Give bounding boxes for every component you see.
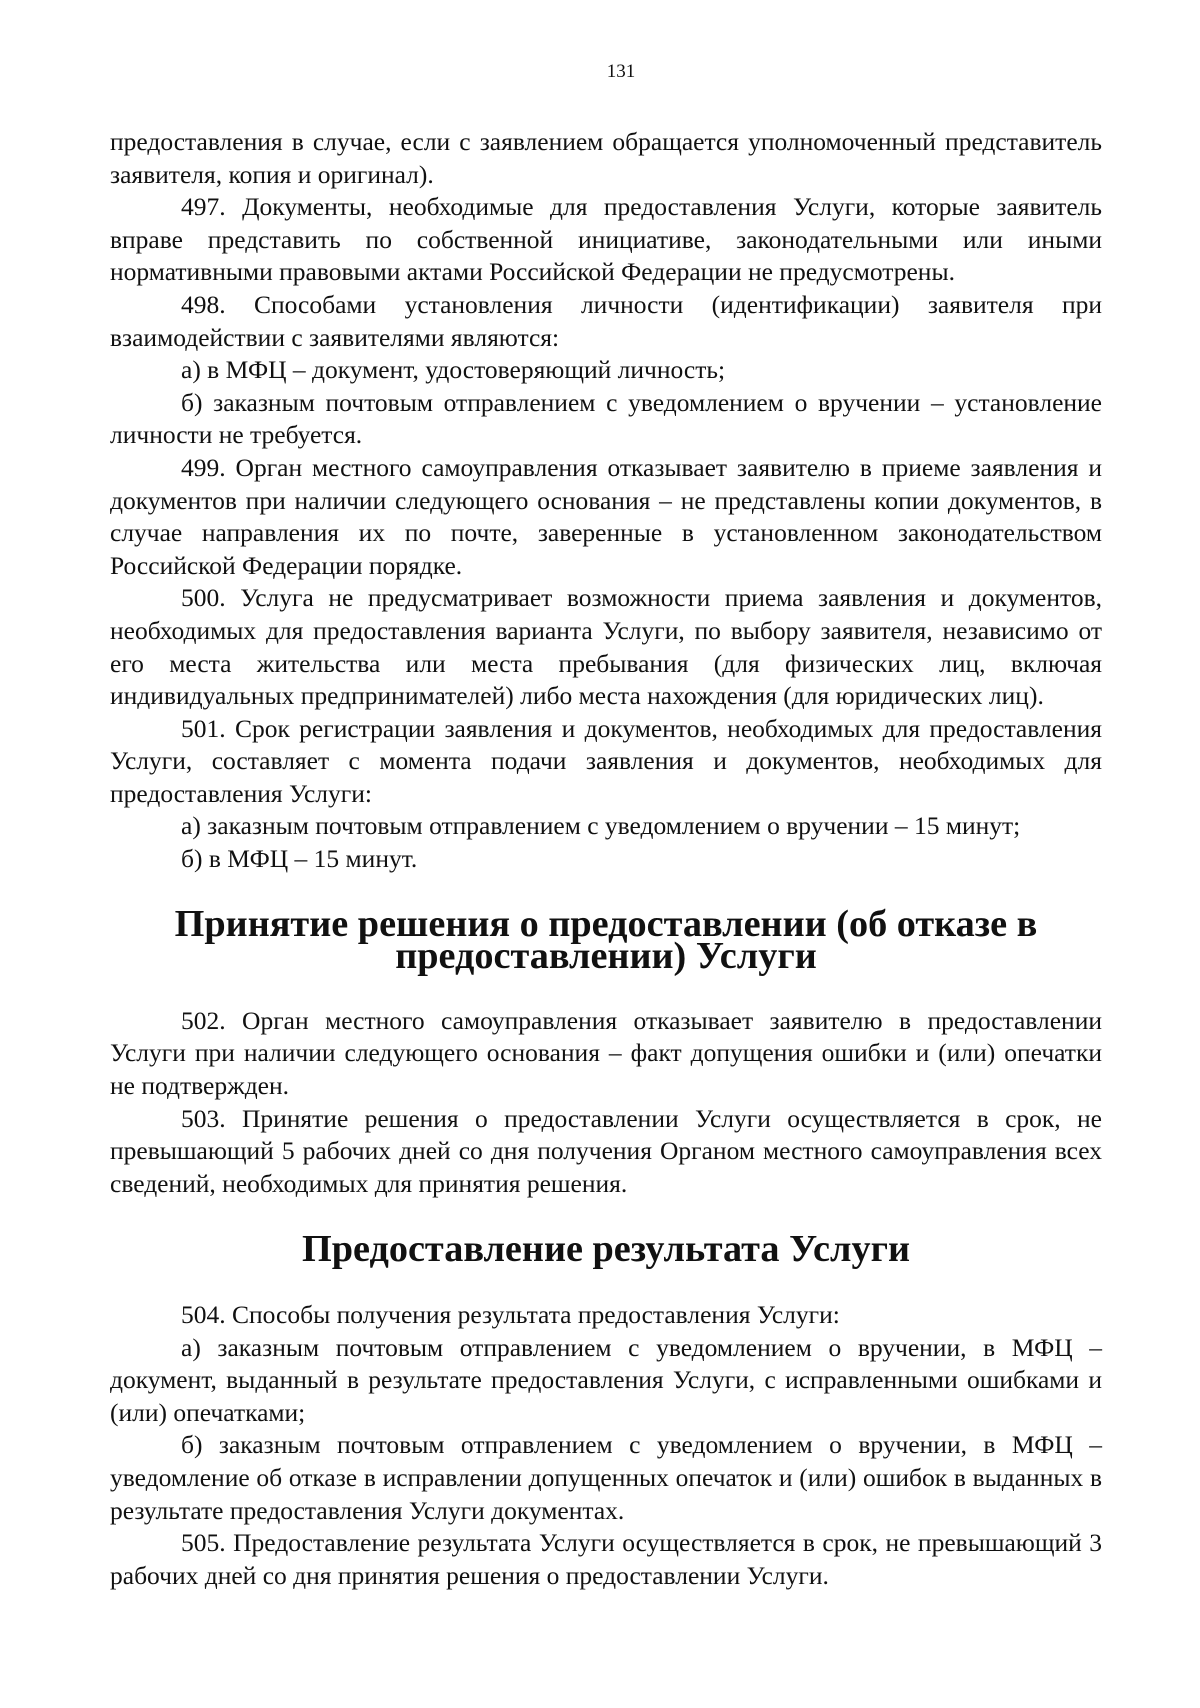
paragraph-504: 504. Способы получения результата предоставления Услуги: — [181, 1300, 840, 1329]
section-heading-decision: Принятие решения о предоставлении (об отказе в предоставлении) Услуги — [174, 902, 1038, 978]
paragraph-505: 505. Предоставление результата Услуги осуществляется в срок, не превышающий 3 рабочих дней со дня принятия решения о предоставлении Услуги. — [110, 1528, 1102, 1590]
list-item-501-b: б) в МФЦ – 15 минут. — [181, 844, 418, 874]
paragraph-502: 502. Орган местного самоуправления отказывает заявителю в предоставлении Услуги при наличии следующего основания – факт допущения ошибки и (или) опечатки не подтвержден. — [110, 1005, 1102, 1101]
section-top — [110, 126, 1102, 876]
paragraph: предоставления в случае, если с заявлением обращается уполномоченный представитель заявителя, копия и оригинал). — [110, 127, 1102, 189]
paragraph-499: 499. Орган местного самоуправления отказывает заявителю в приеме заявления и документов при наличии следующего основания – не представлены копии документов, в случае направления их по почте, заверенные в установленном законодательством Российской Федерации порядке. — [110, 452, 1102, 580]
page-number: 131 — [606, 61, 636, 82]
list-item-498-b: б) заказным почтовым отправлением с уведомлением о вручении – установление личности не требуется. — [110, 387, 1102, 450]
list-item-504-b: б) заказным почтовым отправлением с уведомлением о вручении, в МФЦ – уведомление об отказе в исправлении допущенных опечаток и (или) ошибок в выданных в результате предоставления Услуги документах. — [110, 1430, 1102, 1525]
paragraph-500: 500. Услуга не предусматривает возможности приема заявления и документов, необходимых для предоставления варианта Услуги, по выбору заявителя, независимо от его места жительства или места пребывания (для физических лиц, включая индивидуальных предпринимателей) либо места нахождения (для юридических лиц). — [110, 583, 1102, 711]
list-item-504-a: а) заказным почтовым отправлением с уведомлением о вручении, в МФЦ – документ, выданный в результате предоставления Услуги, с исправленными ошибками и (или) опечатками; — [110, 1332, 1102, 1427]
paragraph-498: 498. Способами установления личности (идентификации) заявителя при взаимодействии с заявителями являются: — [110, 289, 1102, 352]
section-heading-result: Предоставление результата Услуги — [301, 1228, 910, 1271]
paragraph-503: 503. Принятие решения о предоставлении Услуги осуществляется в срок, не превышающий 5 рабочих дней со дня получения Органом местного самоуправления всех сведений, необходимых для принятия решения. — [110, 1103, 1102, 1198]
section-mid — [110, 1005, 1102, 1201]
list-item-501-a: а) заказным почтовым отправлением с уведомлением о вручении – 15 минут; — [181, 811, 1021, 841]
paragraph-501: 501. Срок регистрации заявления и документов, необходимых для предоставления Услуги, составляет с момента подачи заявления и документов, необходимых для предоставления Услуги: — [110, 713, 1102, 808]
list-item-498-a: а) в МФЦ – документ, удостоверяющий личность; — [181, 355, 726, 385]
section-bottom — [110, 1299, 1102, 1592]
paragraph-497: 497. Документы, необходимые для предоставления Услуги, которые заявитель вправе представить по собственной инициативе, законодательными или иными нормативными правовыми актами Российской Федерации не предусмотрены. — [110, 192, 1102, 287]
